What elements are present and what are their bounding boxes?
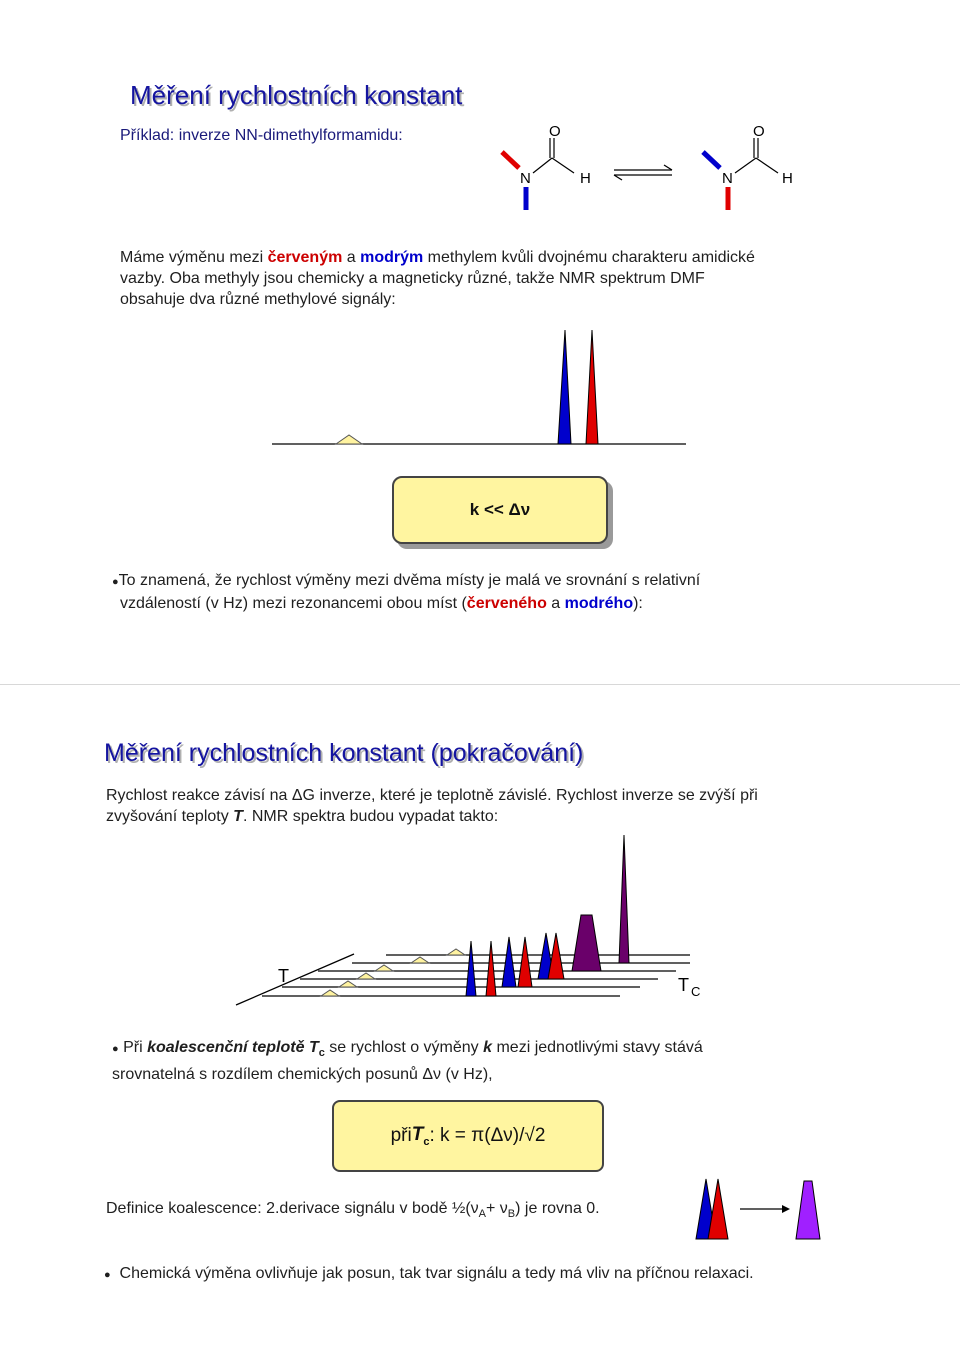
exchange-bullet: ● Chemická výměna ovlivňuje jak posun, tak tvar signálu a tedy má vliv na příčnou relaxaci. xyxy=(104,1265,754,1282)
bullet-line-1: ●To znamená, že rychlost výměny mezi dvěma místy je malá ve srovnání s relativní xyxy=(112,572,701,589)
nmr-spectrum-slow-exchange xyxy=(0,0,960,460)
paragraph-line-2: zvyšování teploty T. NMR spektra budou vypadat takto: xyxy=(106,808,499,825)
atom-n: N xyxy=(722,170,733,187)
temperature-label: T xyxy=(278,966,289,986)
red-methyl-peak xyxy=(586,330,598,444)
atom-o: O xyxy=(549,123,561,140)
paragraph-line-3: obsahuje dva různé methylové signály: xyxy=(120,291,396,308)
bullet-line-1: ● Při koalescenční teplotě $T_c$ se rychlost o výměny k mezi jednotlivými stavy stává xyxy=(112,1039,703,1060)
coalescence-definition: Definice koalescence: 2.derivace signálu v bodě $\frac{1}{2}(\nu_A+ \nu_B)$ je rovna 0. xyxy=(106,1200,600,1221)
slide-2-title: Měření rychlostních konstant (pokračování) xyxy=(104,739,584,767)
atom-o: O xyxy=(753,123,765,140)
paragraph-line-1: Máme výměnu mezi červeným a modrým methylem kvůli dvojnému charakteru amidické xyxy=(120,249,755,266)
bullet-line-2: vzdáleností (v Hz) mezi rezonancemi obou míst (červeného a modrého): xyxy=(120,595,643,612)
slide-1-title: Měření rychlostních konstant xyxy=(130,80,463,110)
coalescence-shape-diagram xyxy=(0,685,960,1245)
slow-exchange-condition-box: k << Δν xyxy=(392,476,608,544)
slide-2 xyxy=(0,684,960,1368)
blue-methyl-peak xyxy=(558,330,571,444)
slide-1-bullet xyxy=(112,570,700,614)
coalesced-peak xyxy=(796,1181,820,1239)
bullet-dot-icon: ● xyxy=(104,1269,111,1281)
coalescence-temperature-label: T $_C$ xyxy=(678,975,701,999)
coalescence-formula-box: při $T_c$ : k = π(Δν)/√2 xyxy=(332,1100,604,1172)
paragraph-line-1: Rychlost reakce závisí na ΔG inverze, které je teplotně závislé. Rychlost inverze se zvýší při xyxy=(106,787,758,804)
small-peak xyxy=(336,435,362,444)
atom-n: N xyxy=(520,170,531,187)
bullet-line-2: srovnatelná s rozdílem chemických posunů Δν (v Hz), xyxy=(112,1066,493,1084)
bullet-dot-icon: ● xyxy=(112,1043,119,1055)
atom-h: H xyxy=(782,170,793,187)
example-label: Příklad: inverze NN-dimethylformamidu: xyxy=(120,127,403,144)
arrow-head-icon xyxy=(782,1205,790,1213)
bullet-dot-icon: ● xyxy=(112,576,119,588)
atom-h: H xyxy=(580,170,591,187)
paragraph-line-2: vazby. Oba methyly jsou chemicky a magneticky různé, takže NMR spektrum DMF xyxy=(120,270,705,287)
